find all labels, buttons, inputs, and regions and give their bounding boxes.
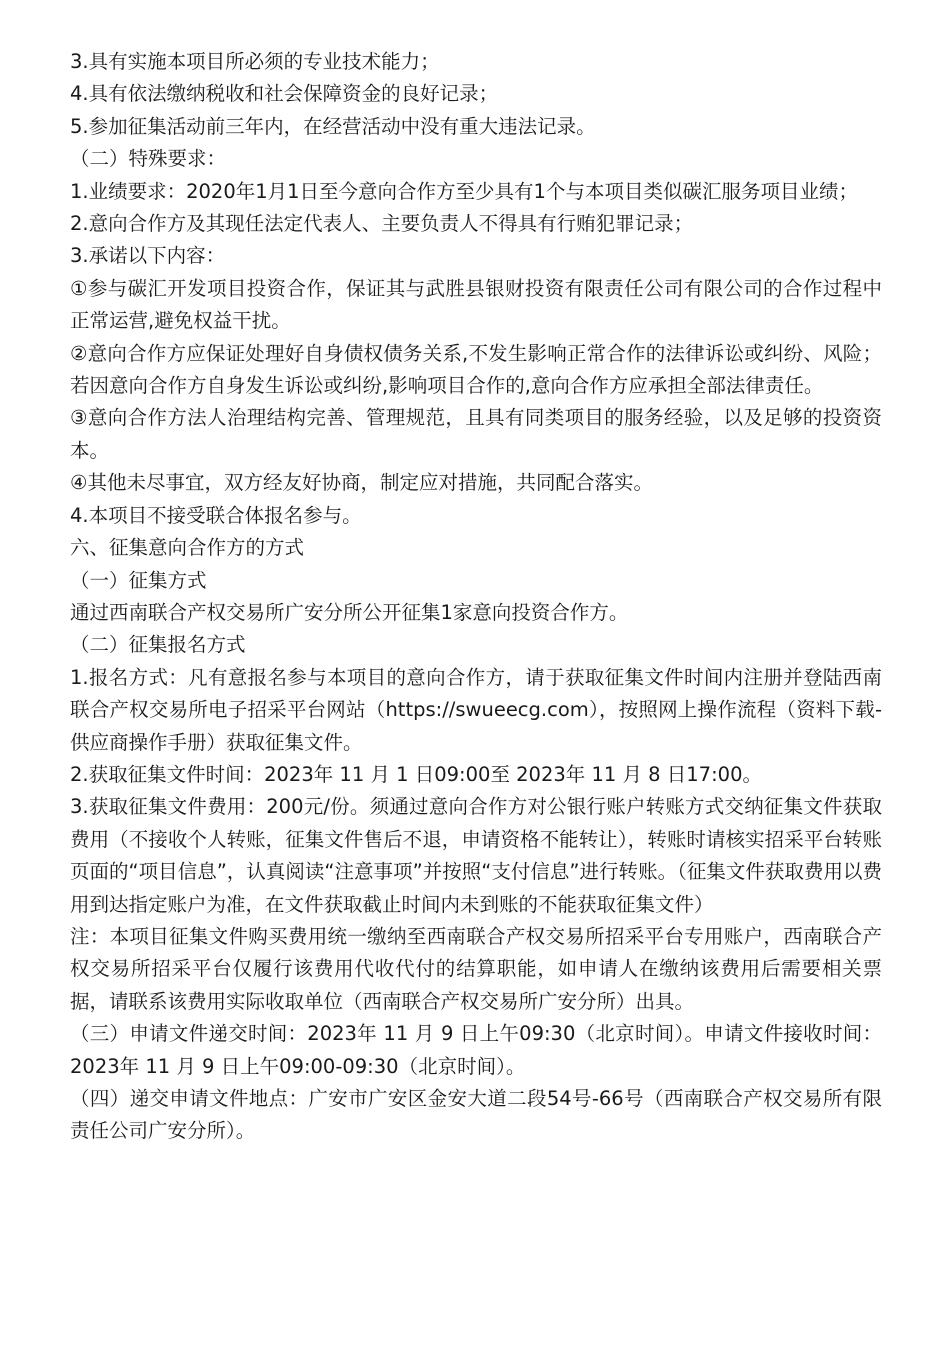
document-page (70, 46, 882, 1148)
paragraph-requirement-4: 4.具有依法缴纳税收和社会保障资金的良好记录； (70, 82, 499, 106)
section-heading-6: 六、征集意向合作方的方式 (70, 536, 305, 560)
heading-special-requirements: （二）特殊要求： (70, 147, 227, 171)
paragraph-requirement-3: 3.具有实施本项目所必须的专业技术能力； (70, 50, 440, 73)
subheading-registration-method: （二）征集报名方式 (70, 633, 246, 657)
paragraph-commitment-4: ④其他未尽事宜，双方经友好协商，制定应对措施，共同配合落实。 (70, 471, 653, 495)
paragraph-submission-time: （三）申请文件递交时间：2023年 11 月 9 日上午09:30（北京时间）。申请文件接收时间：2023年 11 月 9 日上午09:00-09:30（北京时间）。 (70, 1022, 882, 1078)
paragraph-note: 注：本项目征集文件购买费用统一缴纳至西南联合产权交易所招采平台专用账户，西南联合产权交易所招采平台仅履行该费用代收代付的结算职能，如申请人在缴纳该费用后需要相关票据，请联系该费用实际收取单位（西南联合产权交易所广安分所）出具。 (70, 924, 882, 1013)
paragraph-collection-method: 通过西南联合产权交易所广安分所公开征集1家意向投资合作方。 (70, 600, 629, 624)
paragraph-commitment-1: ①参与碳汇开发项目投资合作，保证其与武胜县银财投资有限责任公司有限公司的合作过程中正常运营,避免权益干扰。 (70, 276, 882, 333)
paragraph-registration-method: 1.报名方式：凡有意报名参与本项目的意向合作方，请于获取征集文件时间内注册并登陆西南联合产权交易所电子招采平台网站（https://swueecg.com），按照网上操作流程（资料下载-供应商操作手册）获取征集文件。 (70, 665, 882, 754)
paragraph-submission-location: （四）递交申请文件地点：广安市广安区金安大道二段54号-66号（西南联合产权交易所有限责任公司广安分所）。 (70, 1087, 882, 1143)
paragraph-no-bribery-record: 2.意向合作方及其现任法定代表人、主要负责人不得具有行贿犯罪记录； (70, 212, 694, 236)
paragraph-document-time: 2.获取征集文件时间：2023年 11 月 1 日09:00至 2023年 11 月 8 日17:00。 (70, 762, 762, 786)
paragraph-commitment-3: ③意向合作方法人治理结构完善、管理规范，且具有同类项目的服务经验，以及足够的投资资本。 (70, 406, 882, 462)
paragraph-performance-requirement: 1.业绩要求：2020年1月1日至今意向合作方至少具有1个与本项目类似碳汇服务项目业绩； (70, 179, 858, 203)
paragraph-requirement-5: 5.参加征集活动前三年内，在经营活动中没有重大违法记录。 (70, 114, 596, 138)
paragraph-commitment-2: ②意向合作方应保证处理好自身债权债务关系,不发生影响正常合作的法律诉讼或纠纷、风险；若因意向合作方自身发生诉讼或纠纷,影响项目合作的,意向合作方应承担全部法律责任。 (70, 341, 882, 398)
subheading-collection-method: （一）征集方式 (70, 568, 207, 592)
paragraph-commitment-heading: 3.承诺以下内容： (70, 244, 226, 268)
paragraph-document-fee: 3.获取征集文件费用：200元/份。须通过意向合作方对公银行账户转账方式交纳征集文件获取费用（不接收个人转账，征集文件售后不退，申请资格不能转让），转账时请核实招采平台转账页面的“项目信息”，认真阅读“注意事项”并按照“支付信息”进行转账。（征集文件获取费用以费用到达指定账户为准，在文件获取截止时间内未到账的不能获取征集文件） (70, 795, 882, 916)
paragraph-no-consortium: 4.本项目不接受联合体报名参与。 (70, 503, 362, 527)
